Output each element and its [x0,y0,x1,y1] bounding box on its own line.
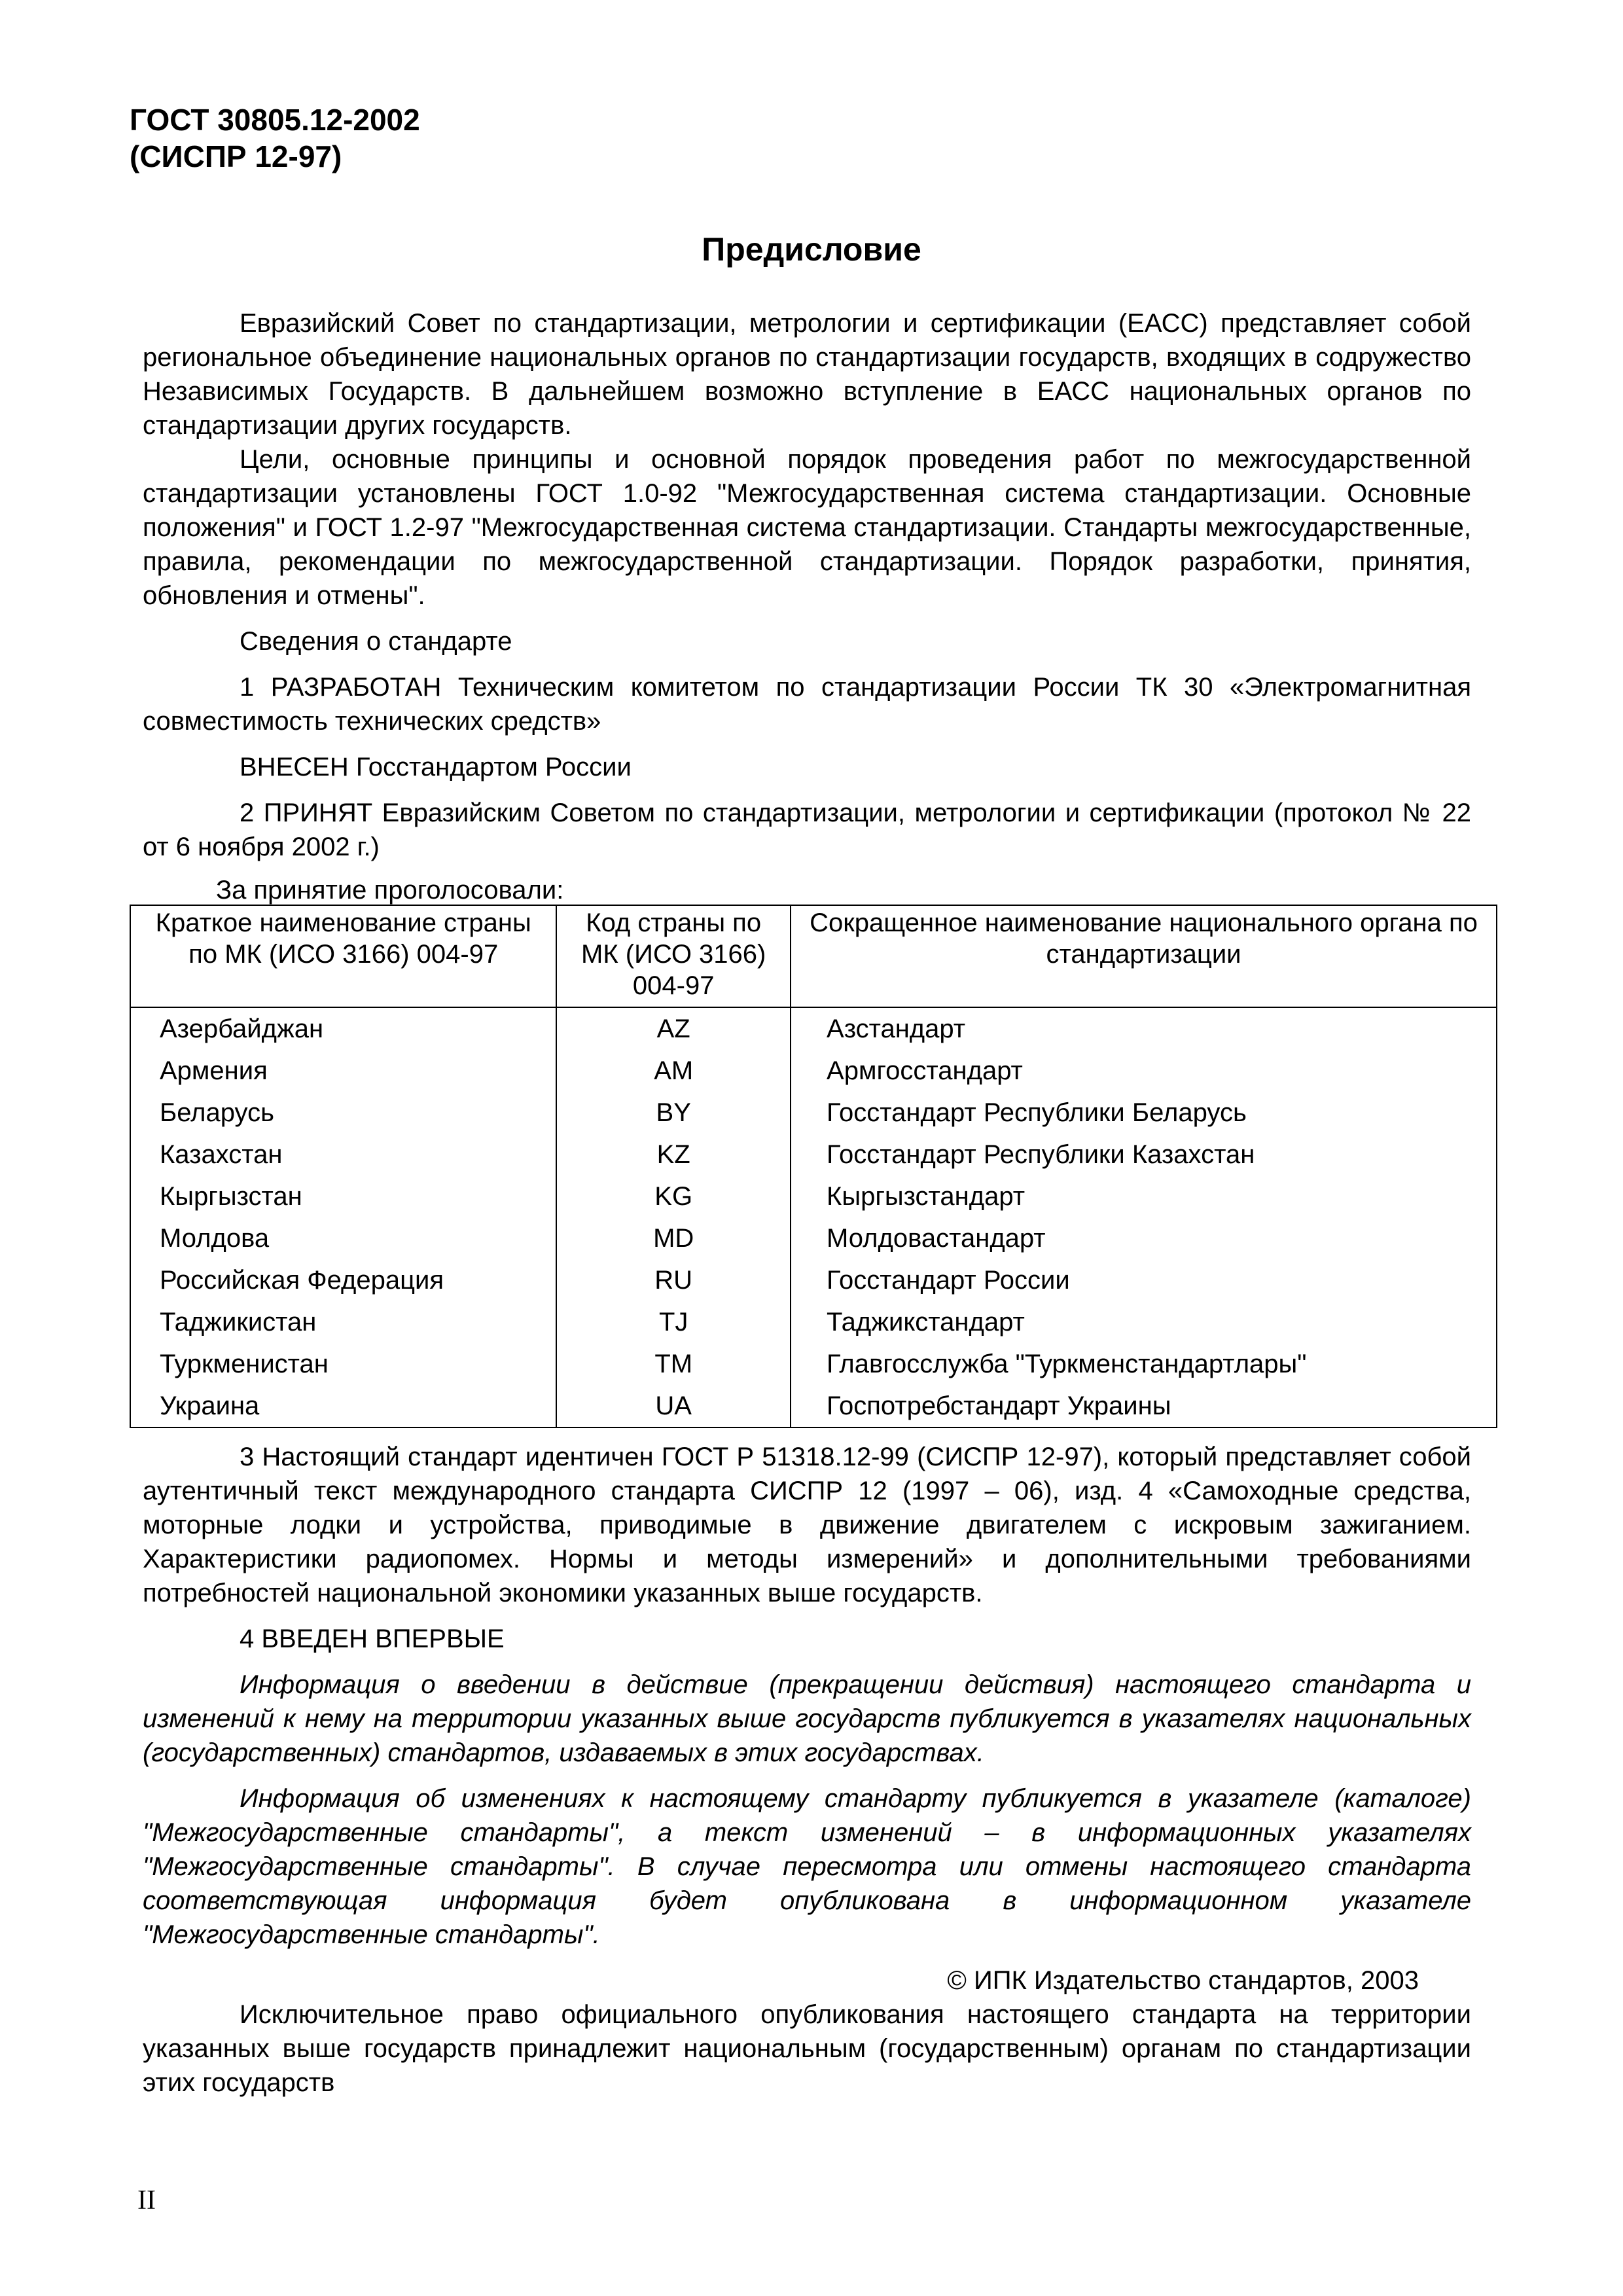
table-row [130,1217,1497,1259]
organization-cell: Госстандарт России [791,1259,1497,1301]
page-title: Предисловие [702,231,921,268]
table-row [130,1134,1497,1175]
item-1-submitted: ВНЕСЕН Госстандартом России [240,753,632,781]
item-2-adopted: 2 ПРИНЯТ Евразийским Советом по стандартизации, метрологии и сертификации (протокол № 22 от 6 ноября 2002 г.) [143,798,1471,861]
header-code: Код страны по МК (ИСО 3166) 004-97 [556,905,791,1007]
header-organization: Сокращенное наименование национального органа по стандартизации [791,905,1497,1007]
country-cell: Украина [130,1385,556,1427]
organization-cell: Кыргызстандарт [791,1175,1497,1217]
vote-caption: За принятие проголосовали: [216,876,564,905]
table-row [130,1259,1497,1301]
copyright-line: © ИПК Издательство стандартов, 2003 [947,1966,1419,1995]
italic-info-1: Информация о введении в действие (прекращении действия) настоящего стандарта и изменений к нему на территории указанных выше государств публикуется в указателях национальных (государственных) стандартов, издаваемых в этих государствах. [143,1670,1471,1767]
organization-cell: Госпотребстандарт Украины [791,1385,1497,1427]
code-cell: UA [556,1385,791,1427]
exclusive-right: Исключительное право официального опубликования настоящего стандарта на территории указанных выше государств принадлежит национальным (государственным) органам по стандартизации этих государств [143,2000,1471,2097]
country-cell: Таджикистан [130,1301,556,1343]
code-cell: BY [556,1092,791,1134]
standard-number: ГОСТ 30805.12-2002 [130,103,420,137]
code-cell: TJ [556,1301,791,1343]
document-header [130,101,420,175]
table-row [130,1385,1497,1427]
intro-paragraph-1: Евразийский Совет по стандартизации, метрологии и сертификации (ЕАСС) представляет собой региональное объединение национальных органов по стандартизации государств, входящих в содружество Независимых Государств. В дальнейшем возможно вступление в ЕАСС национальных органов по стандартизации других государств. [143,309,1471,440]
table-row [130,1175,1497,1217]
document-body [143,306,1478,2100]
info-heading: Сведения о стандарте [240,627,512,656]
code-cell: RU [556,1259,791,1301]
table-row [130,1050,1497,1092]
code-cell: KG [556,1175,791,1217]
country-cell: Кыргызстан [130,1175,556,1217]
item-3-identical: 3 Настоящий стандарт идентичен ГОСТ Р 51318.12-99 (СИСПР 12-97), который представляет собой аутентичный текст международного стандарта СИСПР 12 (1997 – 06), изд. 4 «Самоходные средства, моторные лодки и устройства, приводимые в движение двигателем с искровым зажиганием. Характеристики радиопомех. Нормы и методы измерений» и дополнительными требованиями потребностей национальной экономики указанных выше государств. [143,1443,1471,1607]
country-cell: Армения [130,1050,556,1092]
code-cell: AZ [556,1007,791,1050]
page-number: II [137,2185,156,2215]
item-4-introduced: 4 ВВЕДЕН ВПЕРВЫЕ [240,1624,505,1653]
italic-info-2: Информация об изменениях к настоящему стандарту публикуется в указателе (каталоге) "Межгосударственные стандарты", а текст изменений – в информационных указателях "Межгосударственные стандарты". В случае пересмотра или отмены настоящего стандарта соответствующая информация будет опубликована в информационном указателе "Межгосударственные стандарты". [143,1784,1471,1949]
country-cell: Азербайджан [130,1007,556,1050]
country-cell: Молдова [130,1217,556,1259]
organization-cell: Азстандарт [791,1007,1497,1050]
standard-equivalent: (СИСПР 12-97) [130,139,342,173]
code-cell: TM [556,1343,791,1385]
organization-cell: Главгосслужба "Туркменстандартлары" [791,1343,1497,1385]
organization-cell: Госстандарт Республики Беларусь [791,1092,1497,1134]
table-header-row [130,905,1497,1007]
table-row [130,1343,1497,1385]
intro-paragraph-2: Цели, основные принципы и основной порядок проведения работ по межгосударственной стандартизации установлены ГОСТ 1.0-92 "Межгосударственная система стандартизации. Основные положения" и ГОСТ 1.2-97 "Межгосударственная система стандартизации. Стандарты межгосударственные, правила, рекомендации по межгосударственной стандартизации. Порядок разработки, принятия, обновления и отмены". [143,445,1471,610]
code-cell: MD [556,1217,791,1259]
country-cell: Казахстан [130,1134,556,1175]
country-cell: Беларусь [130,1092,556,1134]
table-row [130,1092,1497,1134]
organization-cell: Армгосстандарт [791,1050,1497,1092]
table-row [130,1301,1497,1343]
organization-cell: Госстандарт Республики Казахстан [791,1134,1497,1175]
header-country: Краткое наименование страны по МК (ИСО 3166) 004-97 [130,905,556,1007]
voting-table [130,905,1497,1428]
country-cell: Российская Федерация [130,1259,556,1301]
table-row [130,1007,1497,1050]
item-1-developed: 1 РАЗРАБОТАН Техническим комитетом по стандартизации России ТК 30 «Электромагнитная совместимость технических средств» [143,673,1471,736]
code-cell: AM [556,1050,791,1092]
code-cell: KZ [556,1134,791,1175]
organization-cell: Таджикстандарт [791,1301,1497,1343]
organization-cell: Молдовастандарт [791,1217,1497,1259]
country-cell: Туркменистан [130,1343,556,1385]
